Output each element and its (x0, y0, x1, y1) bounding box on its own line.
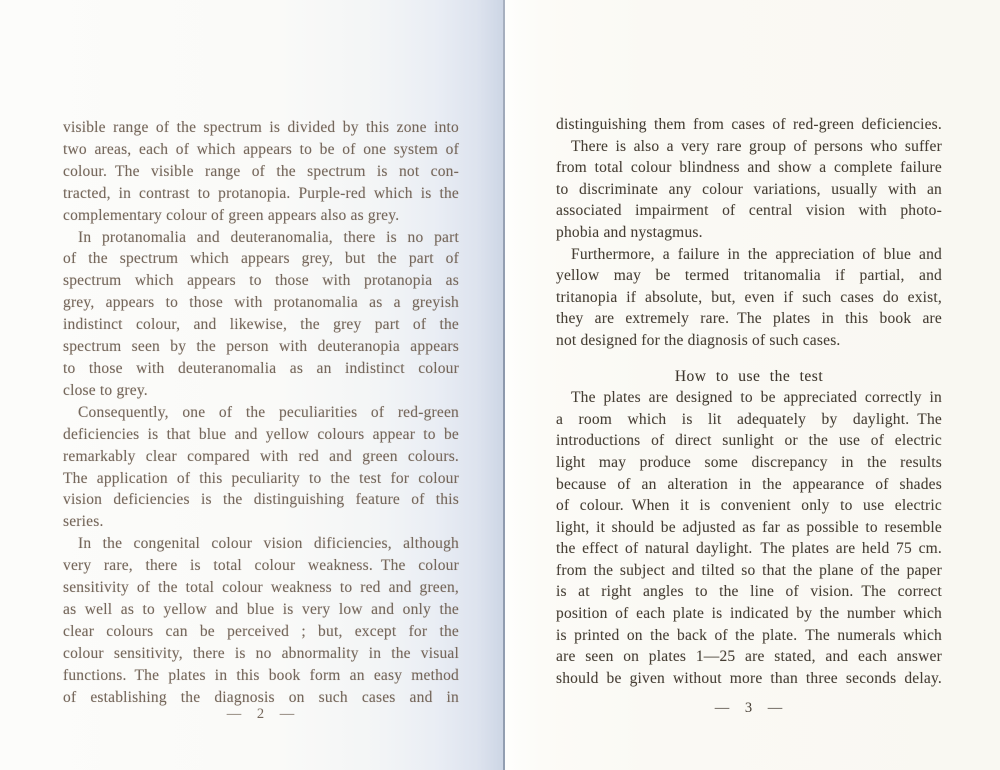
text-line: very rare, there is total colour weakness. The colour (63, 557, 459, 575)
text-line: a room which is lit adequately by daylight. The (556, 410, 942, 428)
text-line: There is also a very rare group of persons who suffer (571, 137, 942, 155)
text-line: should be given without more than three seconds delay. (556, 669, 942, 687)
text-line: associated impairment of central vision with photo- (556, 202, 942, 220)
text-line: In protanomalia and deuteranomalia, there is no part (78, 228, 459, 246)
text-line: from the subject and tilted so that the plane of the paper (556, 561, 942, 579)
text-line: of colour. When it is convenient only to use electric (556, 497, 942, 515)
left-page-number: — 2 — (226, 706, 296, 722)
text-line: indistinct colour, and likewise, the grey part of the (63, 316, 459, 334)
paragraph (556, 136, 942, 244)
text-line: series. (63, 513, 104, 531)
text-line: not designed for the diagnosis of such cases. (556, 331, 841, 349)
text-line: vision deficiencies is the distinguishing feature of this (63, 491, 459, 509)
text-line: deficiencies is that blue and yellow colours appear to be (63, 425, 459, 443)
text-line: tritanopia if absolute, but, even if such cases do exist, (556, 288, 942, 306)
text-line: spectrum seen by the person with deuteranopia appears (63, 338, 459, 356)
text-line: distinguishing them from cases of red-green deficiencies. (556, 116, 942, 133)
text-line: clear colours can be perceived ; but, except for the (63, 622, 459, 640)
text-line: two areas, each of which appears to be of one system of (63, 140, 459, 158)
text-line: from total colour blindness and show a complete failure (556, 159, 942, 177)
text-line: is at right angles to the line of vision. The correct (556, 583, 942, 601)
paragraph (556, 114, 942, 136)
text-line: close to grey. (63, 381, 148, 399)
text-line: grey, appears to those with protanomalia as a greyish (63, 294, 459, 312)
right-page-number: — 3 — (714, 700, 784, 716)
text-line: Consequently, one of the peculiarities of red-green (78, 403, 459, 421)
right-page (505, 0, 1000, 770)
text-line: visible range of the spectrum is divided by this zone into (63, 119, 459, 136)
text-line: position of each plate is indicated by the number which (556, 605, 942, 623)
text-line: spectrum which appears to those with protanopia as (63, 272, 459, 290)
text-line: sensitivity of the total colour weakness to red and green, (63, 579, 459, 597)
left-page-text (63, 117, 459, 708)
text-line: The application of this peculiarity to the test for colour (63, 469, 459, 487)
text-line: colour sensitivity, there is no abnormality in the visual (63, 644, 459, 662)
section-heading: How to use the test (674, 367, 824, 385)
text-line: as well as to yellow and blue is very low and only the (63, 600, 459, 618)
text-line: light, it should be adjusted as far as possible to resemble (556, 518, 942, 536)
text-line: functions. The plates in this book form an easy method (63, 666, 459, 684)
paragraph (63, 533, 459, 708)
paragraph (63, 227, 459, 402)
text-line: Furthermore, a failure in the appreciation of blue and (571, 245, 942, 263)
text-line: the effect of natural daylight. The plates are held 75 cm. (556, 540, 942, 558)
paragraph (556, 244, 942, 352)
text-line: phobia and nystagmus. (556, 223, 703, 241)
text-line: introductions of direct sunlight or the use of electric (556, 432, 942, 450)
text-line: yellow may be termed tritanomalia if partial, and (556, 267, 942, 285)
text-line: because of an alteration in the appearance of shades (556, 475, 942, 493)
text-line: is printed on the back of the plate. The numerals which (556, 626, 942, 644)
text-line: colour. The visible range of the spectrum is not con- (63, 162, 459, 180)
text-line: of establishing the diagnosis on such cases and in (63, 688, 459, 706)
text-line: are seen on plates 1—25 are stated, and each answer (556, 648, 942, 666)
text-line: In the congenital colour vision dificiencies, although (78, 535, 459, 553)
right-page-text (556, 114, 942, 689)
text-line: of the spectrum which appears grey, but the part of (63, 250, 459, 268)
text-line: to discriminate any colour variations, usually with an (556, 180, 942, 198)
paragraph (63, 117, 459, 227)
paragraph (556, 387, 942, 689)
text-line: they are extremely rare. The plates in this book are (556, 310, 942, 328)
text-line: remarkably clear compared with red and green colours. (63, 447, 459, 465)
text-line: tracted, in contrast to protanopia. Purple-red which is the (63, 184, 459, 202)
text-line: light may produce some discrepancy in the results (556, 453, 942, 471)
text-line: complementary colour of green appears also as grey. (63, 206, 400, 224)
paragraph (63, 402, 459, 533)
text-line: The plates are designed to be appreciated correctly in (571, 389, 942, 407)
text-line: to those with deuteranomalia as an indistinct colour (63, 359, 459, 377)
